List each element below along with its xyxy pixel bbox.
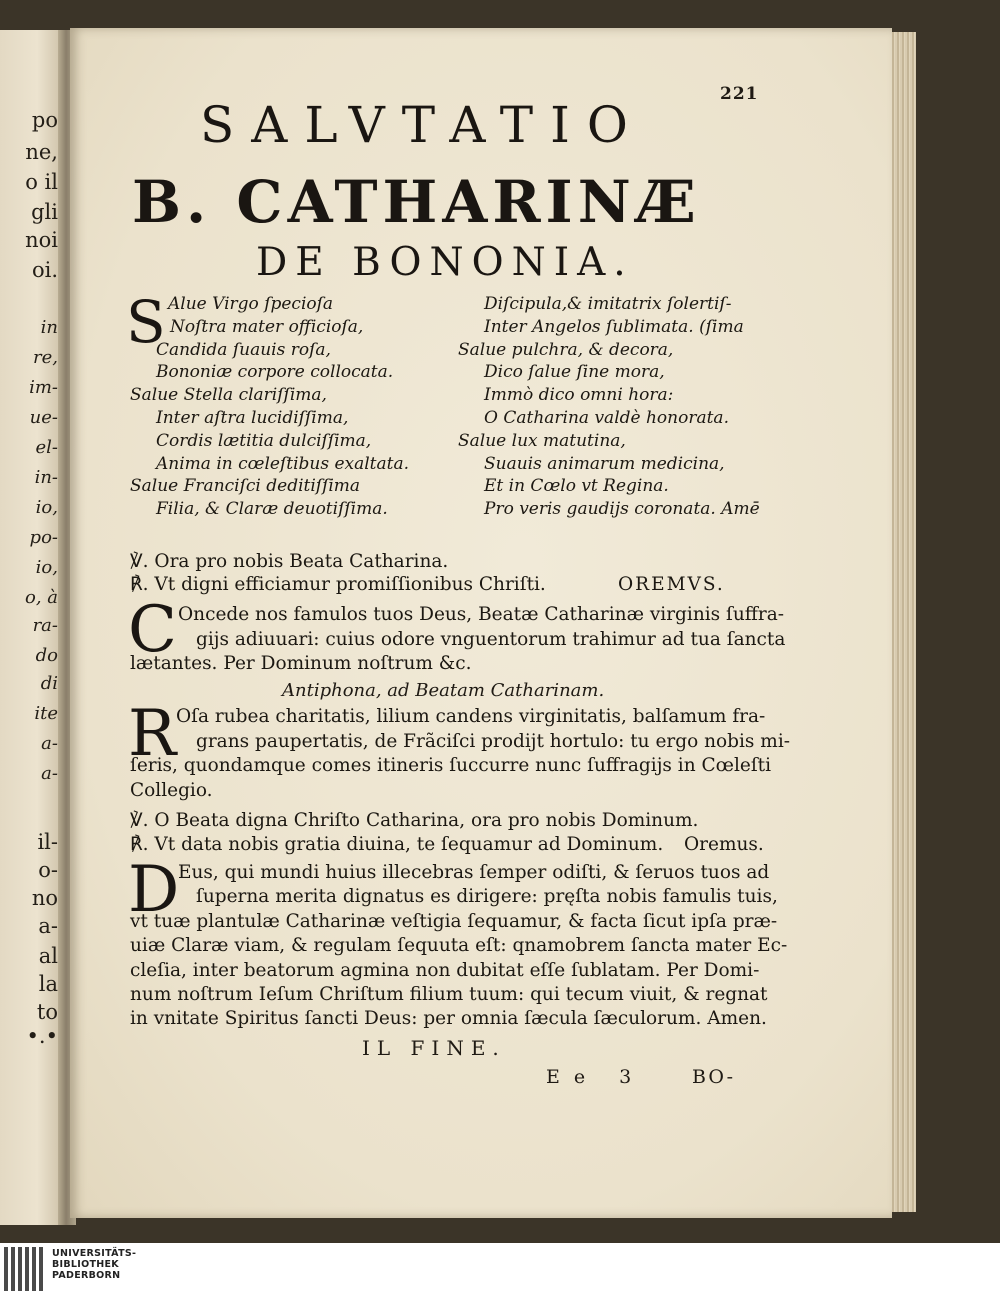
prayer2-line-5: cleſia, inter beatorum agmina non dubitat eſſe ſublatam. Per Domi- xyxy=(130,959,760,981)
versicle-2: ℣. O Beata digna Chriſto Catharina, ora pro nobis Dominum. xyxy=(130,810,699,831)
logo-line-1: UNIVERSITÄTS- xyxy=(52,1248,137,1259)
margin-fragment: a- xyxy=(41,763,58,784)
margin-fragment: la xyxy=(38,972,58,996)
hymn-right-line-7: Salue lux matutina, xyxy=(458,430,626,451)
margin-fragment: il- xyxy=(37,830,58,854)
hymn-right-line-3: Salue pulchra, & decora, xyxy=(458,339,674,360)
logo-line-3: PADERBORN xyxy=(52,1270,121,1281)
library-logo-icon xyxy=(4,1247,46,1291)
hymn-left-line-5: Salue Stella clariſſima, xyxy=(130,385,327,406)
signature-mark: Ee 3 xyxy=(546,1066,646,1088)
margin-fragment: po- xyxy=(29,527,58,548)
margin-fragment: ue- xyxy=(29,407,58,428)
library-footer xyxy=(0,1243,1000,1295)
il-fine: IL FINE. xyxy=(362,1036,506,1060)
margin-fragment: io, xyxy=(35,497,58,518)
antiphon-line-1: Oſa rubea charitatis, lilium candens virginitatis, balſamum fra- xyxy=(176,706,766,727)
oremus-heading-2: Oremus. xyxy=(684,834,764,855)
margin-fragment: ite xyxy=(34,703,58,724)
margin-fragment: in xyxy=(40,317,58,338)
prayer1-line-1: Oncede nos famulos tuos Deus, Beatæ Catharinæ virginis ſuffra- xyxy=(178,604,785,625)
hymn-right-line-6: O Catharina valdè honorata. xyxy=(484,408,729,428)
title-line-1: SALVTATIO xyxy=(200,96,645,154)
logo-line-2: BIBLIOTHEK xyxy=(52,1259,119,1270)
prayer2-dropcap: D xyxy=(128,853,180,927)
left-page-edge xyxy=(0,30,62,1225)
margin-fragment: do xyxy=(35,645,58,666)
hymn-right-line-1: Diſcipula,& imitatrix ſolertiſ- xyxy=(484,294,732,314)
hymn-left-line-7: Cordis lætitia dulciſſima, xyxy=(156,430,372,451)
prayer2-line-3: vt tuæ plantulæ Catharinæ veſtigia ſequamur, & facta ſicut ipſa præ- xyxy=(130,910,778,932)
margin-fragment: o, à xyxy=(24,587,58,608)
antiphon-line-3: ſeris, quondamque comes itineris ſuccurre nunc ſuffragijs in Cœleſti xyxy=(130,755,772,776)
margin-fragment: no xyxy=(31,886,58,910)
margin-fragment: noi xyxy=(25,228,58,252)
oremus-heading-1: OREMVS. xyxy=(618,574,725,595)
margin-fragment: •.• xyxy=(26,1024,58,1048)
catchword: BO- xyxy=(692,1066,736,1088)
title-line-3: DE BONONIA. xyxy=(256,240,634,285)
margin-fragment: a- xyxy=(41,733,58,754)
prayer1-line-3: lætantes. Per Dominum noſtrum &c. xyxy=(130,653,472,674)
prayer2-line-2: ſuperna merita dignatus es dirigere: pręſta nobis famulis tuis, xyxy=(196,886,778,908)
hymn-right-line-5: Immò dico omni hora: xyxy=(484,385,674,406)
hymn-left-line-2: Noſtra mater officioſa, xyxy=(170,316,364,337)
prayer2-line-6: num noſtrum Ieſum Chriſtum filium tuum: qui tecum viuit, & regnat xyxy=(130,984,768,1005)
margin-fragment: di xyxy=(40,673,58,694)
margin-fragment: el- xyxy=(35,437,58,458)
title-line-2: B. CATHARINÆ xyxy=(132,168,701,236)
hymn-left-line-8: Anima in cœleſtibus exaltata. xyxy=(156,453,410,474)
right-page xyxy=(70,28,892,1218)
page-edges xyxy=(890,32,916,1212)
hymn-left-line-1: Alue Virgo ſpecioſa xyxy=(168,294,334,314)
page-number: 221 xyxy=(720,84,759,104)
hymn-right-line-10: Pro veris gaudijs coronata. Amē xyxy=(484,499,760,520)
margin-fragment: re, xyxy=(33,347,58,368)
antiphon-line-4: Collegio. xyxy=(130,779,213,801)
margin-fragment: im- xyxy=(29,377,58,398)
hymn-right-line-4: Dico ſalue ſine mora, xyxy=(484,362,665,383)
margin-fragment: gli xyxy=(31,200,58,224)
margin-fragment: ra- xyxy=(32,615,58,636)
margin-fragment: po xyxy=(31,108,58,132)
antiphon-line-2: grans paupertatis, de Frãciſci prodijt hortulo: tu ergo nobis mi- xyxy=(196,730,790,752)
margin-fragment: to xyxy=(36,1000,58,1024)
hymn-left-line-6: Inter aſtra lucidiſſima, xyxy=(156,408,349,428)
prayer2-line-1: Eus, qui mundi huius illecebras ſemper odiſti, & ſeruos tuos ad xyxy=(178,862,770,883)
hymn-dropcap: S xyxy=(126,288,166,356)
margin-fragment: ne, xyxy=(25,140,58,164)
antiphon-heading: Antiphona, ad Beatam Catharinam. xyxy=(282,680,605,701)
margin-fragment: o- xyxy=(38,858,58,882)
hymn-right-line-9: Et in Cœlo vt Regina. xyxy=(484,476,669,497)
response-1: ℟. Vt digni efficiamur promiſſionibus Chriſti. xyxy=(130,574,546,595)
hymn-left-line-10: Filia, & Claræ deuotiſſima. xyxy=(156,499,388,520)
antiphon-dropcap: R xyxy=(128,697,177,771)
hymn-right-line-2: Inter Angelos ſublimata. (ſima xyxy=(484,316,744,337)
response-2: ℟. Vt data nobis gratia diuina, te ſequamur ad Dominum. xyxy=(130,834,664,855)
hymn-left-line-3: Candida ſuauis roſa, xyxy=(156,339,331,360)
library-logo-text xyxy=(52,1248,136,1281)
prayer1-dropcap: C xyxy=(128,593,177,667)
prayer2-line-4: uiæ Claræ viam, & regulam ſequuta eſt: qnamobrem ſancta mater Ec- xyxy=(130,935,788,957)
prayer1-line-2: gijs adiuuari: cuius odore vnguentorum trahimur ad tua ſancta xyxy=(196,628,786,650)
margin-fragment: a- xyxy=(38,914,58,938)
margin-fragment: oi. xyxy=(31,258,58,282)
margin-fragment: io, xyxy=(35,557,58,578)
margin-fragment: o il xyxy=(25,170,58,194)
hymn-left-line-9: Salue Franciſci deditiſſima xyxy=(130,476,361,497)
margin-fragment: al xyxy=(38,944,58,968)
hymn-right-line-8: Suauis animarum medicina, xyxy=(484,453,725,474)
margin-fragment: in- xyxy=(34,467,58,488)
prayer2-line-7: in vnitate Spiritus ſancti Deus: per omnia ſæcula ſæculorum. Amen. xyxy=(130,1008,767,1030)
versicle-1: ℣. Ora pro nobis Beata Catharina. xyxy=(130,551,449,572)
hymn-left-line-4: Bononiæ corpore collocata. xyxy=(156,362,394,383)
